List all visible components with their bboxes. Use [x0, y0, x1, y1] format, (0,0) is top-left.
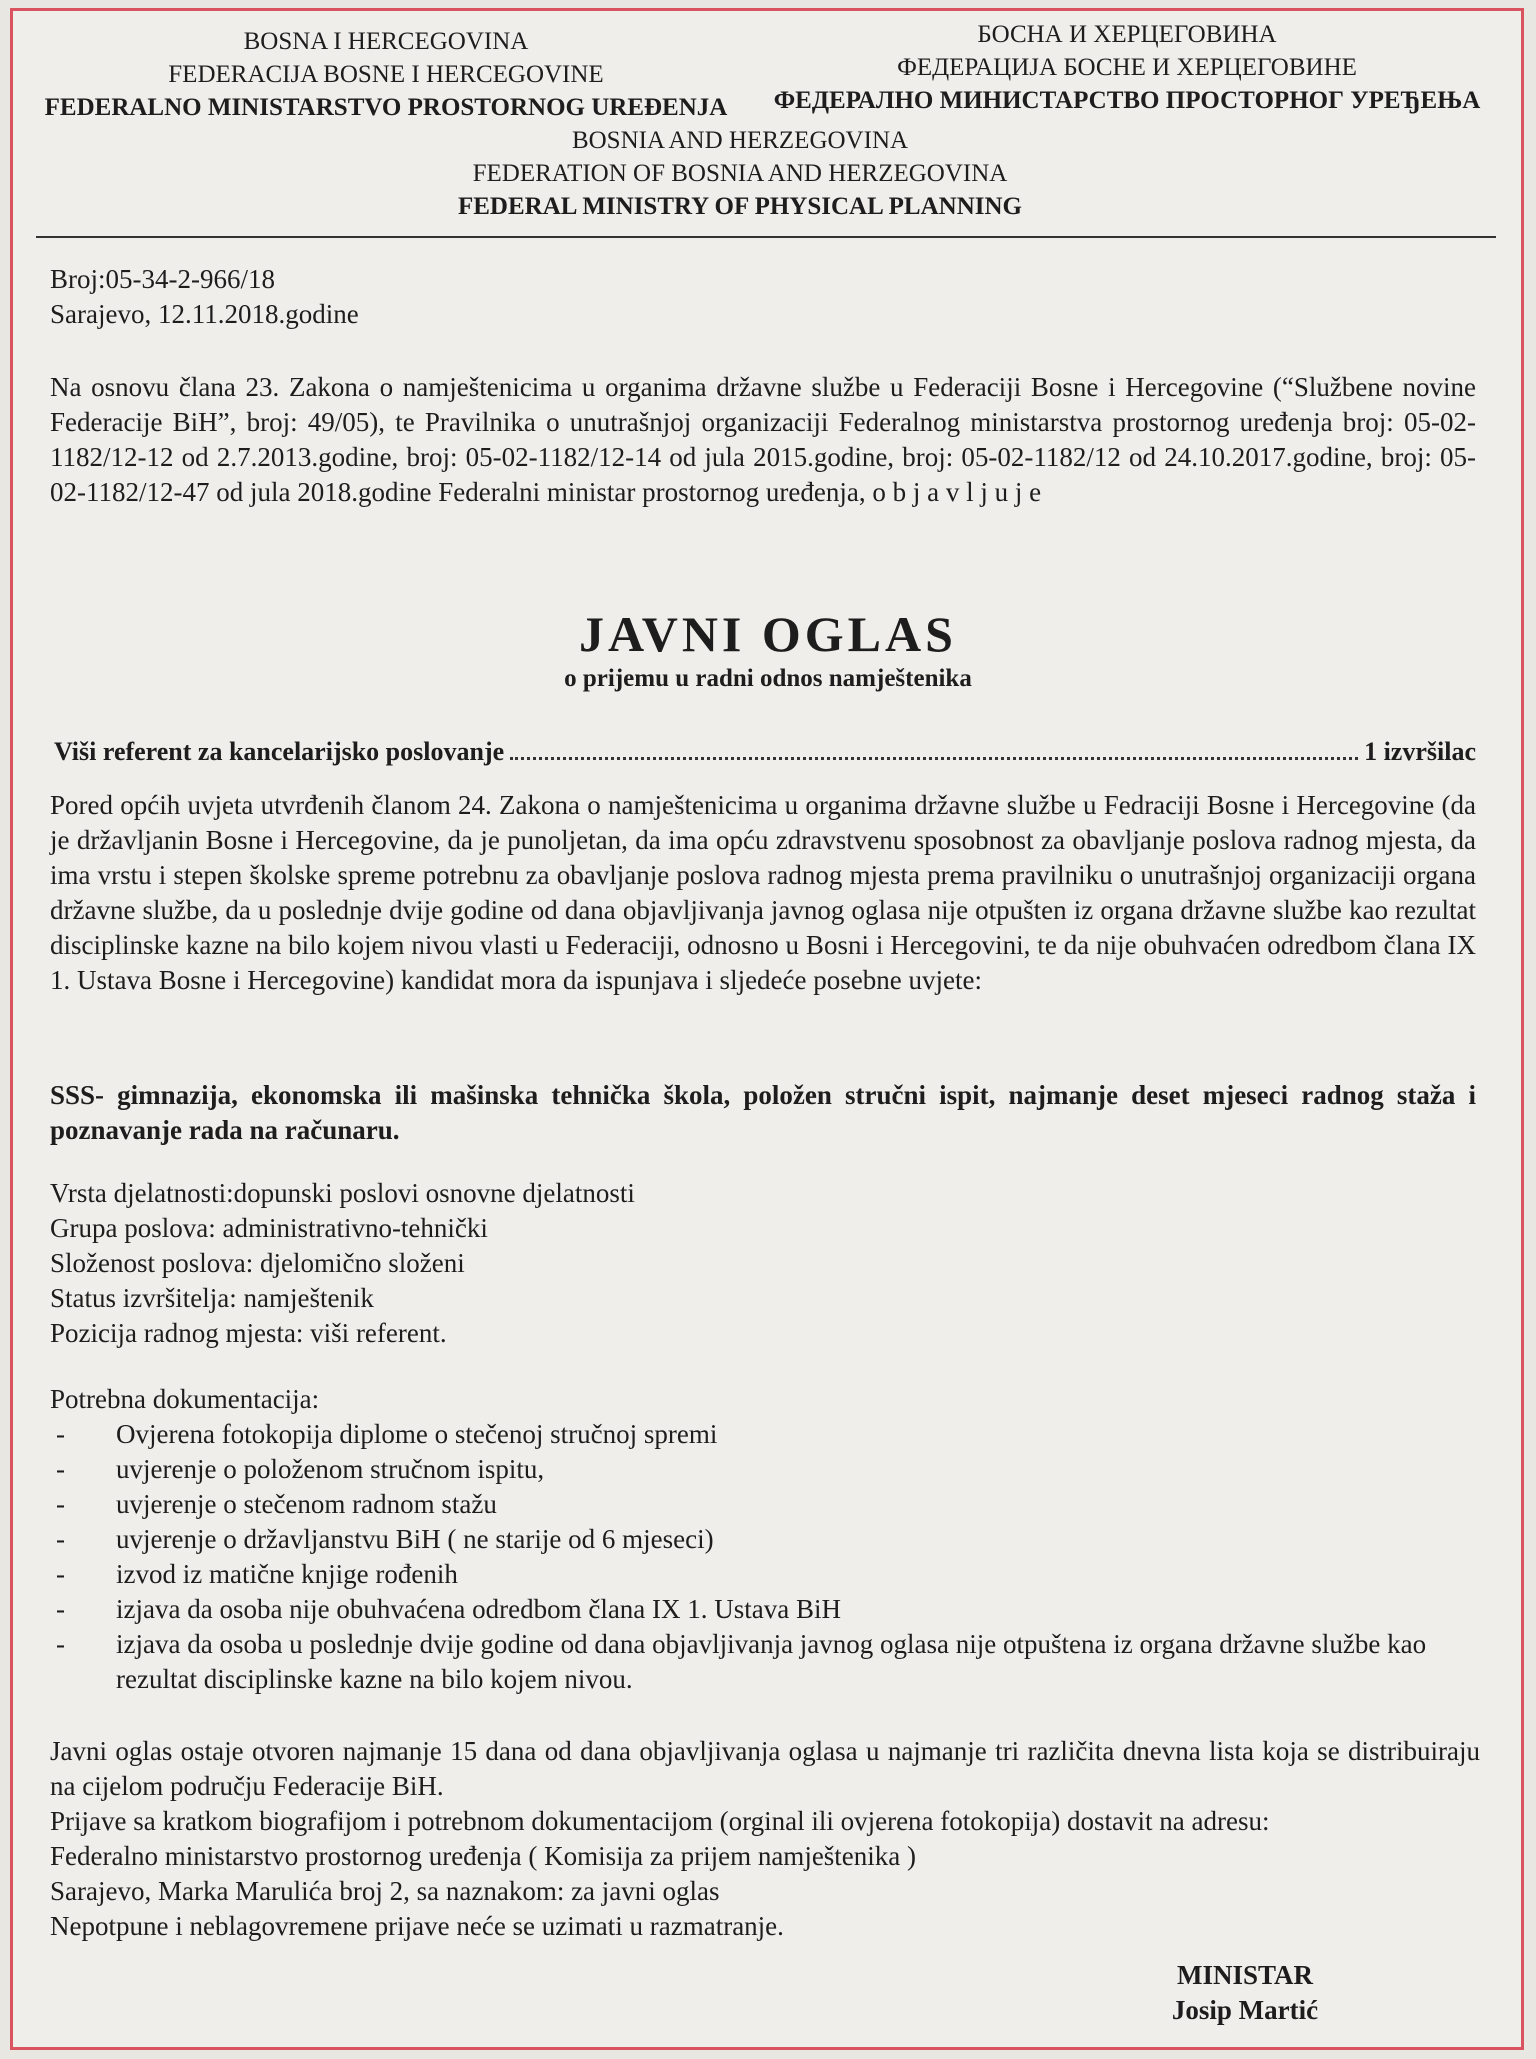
header-cyrillic-line-3: ФЕДЕРАЛНО МИНИСТАРСТВО ПРОСТОРНОГ УРЕЂЕЊА	[773, 87, 1481, 114]
page-subtitle: o prijemu u radni odnos namještenika	[564, 665, 972, 692]
detail-item: Status izvršitelja: namještenik	[50, 1283, 374, 1313]
list-item: - izjava da osoba u poslednje dvije godine od dana objavljivanja javnog oglasa nije otpuštena iz organa državne službe kao rezultat disciplinske kazne na bilo kojem nivou.	[50, 1627, 1480, 1697]
list-item: - uvjerenje o stečenom radnom stažu	[50, 1487, 1480, 1522]
header-latin-line-3: FEDERALNO MINISTARSTVO PROSTORNOG UREĐENJA	[44, 94, 728, 121]
intro-paragraph: Na osnovu člana 23. Zakona o namještenicima u organima državne službe u Federaciji Bosne i Hercegovine (“Službene novine Federacije BiH”, broj: 49/05), te Pravilnika o unutrašnjoj organizaciji Federalnog ministarstva prostornog uređenja broj: 05-02-1182/12-12 od 2.7.2013.godine, broj: 05-02-1182/12-14 od jula 2015.godine, broj: 05-02-1182/12 od 24.10.2017.godine, broj: 05-02-1182/12-47 od jula 2018.godine Federalni ministar prostornog uređenja, o b j a v l j u j e	[50, 372, 1476, 507]
header-latin-line-2: FEDERACIJA BOSNE I HERCEGOVINE	[168, 61, 604, 88]
reference-block	[50, 262, 750, 332]
header-cyrillic	[772, 18, 1482, 117]
closing-line: Federalno ministarstvo prostornog uređenja ( Komisija za prijem namještenika )	[50, 1841, 917, 1871]
header-cyrillic-line-2: ФЕДЕРАЦИЈА БОСНЕ И ХЕРЦЕГОВИНЕ	[897, 54, 1357, 81]
header-latin	[36, 25, 736, 124]
signature-role: MINISTAR	[1176, 1960, 1313, 1990]
position-line	[54, 735, 1476, 769]
closing-line: Javni oglas ostaje otvoren najmanje 15 dana od dana objavljivanja oglasa u najmanje tri različita dnevna lista koja se distribuiraju na cijelom području Federacije BiH.	[50, 1736, 1480, 1801]
header-english-line-1: BOSNIA AND HERZEGOVINA	[571, 127, 909, 154]
detail-item: Pozicija radnog mjesta: viši referent.	[50, 1318, 447, 1348]
page-title: JAVNI OGLAS	[579, 606, 957, 662]
list-item: - Ovjerena fotokopija diplome o stečenoj stručnoj spremi	[50, 1417, 1480, 1452]
closing-line: Nepotpune i neblagovremene prijave neće se uzimati u razmatranje.	[50, 1911, 784, 1941]
header-divider	[36, 236, 1496, 238]
list-item: - uvjerenje o položenom stručnom ispitu,	[50, 1452, 1480, 1487]
position-name: Viši referent za kancelarijsko poslovanje	[54, 737, 505, 766]
documents-section	[50, 1382, 1480, 1697]
header-latin-line-1: BOSNA I HERCEGOVINA	[243, 28, 529, 55]
signature-block	[1080, 1958, 1410, 2028]
reference-place-date: Sarajevo, 12.11.2018.godine	[50, 299, 359, 329]
general-conditions-paragraph: Pored općih uvjeta utvrđenih članom 24. Zakona o namještenicima u organima državne službe u Fedraciji Bosne i Hercegovine (da je državljanin Bosne i Hercegovine, da je punoljetan, da ima opću zdravstvenu sposobnost za obavljanje poslova radnog mjesta, da ima vrstu i stepen školske spreme potrebnu za obavljanje poslova radnog mjesta prema pravilniku o unutrašnjoj organizaciji organa državne službe, da u poslednje dvije godine od dana objavljivanja javnog oglasa nije otpušten iz organa državne službe kao rezultat disciplinske kazne na bilo kojem nivou vlasti u Federaciji, odnosno u Bosni i Hercegovini, te da nije obuhvaćen odredbom člana IX 1. Ustava Bosne i Hercegovine) kandidat mora da ispunjava i sljedeće posebne uvjete:	[50, 790, 1476, 995]
header-english-line-2: FEDERATION OF BOSNIA AND HERZEGOVINA	[472, 160, 1008, 187]
list-item: - uvjerenje o državljanstvu BiH ( ne starije od 6 mjeseci)	[50, 1522, 1480, 1557]
closing-line: Prijave sa kratkom biografijom i potrebnom dokumentacijom (orginal ili ovjerena fotokopija) dostavit na adresu:	[50, 1806, 1270, 1836]
position-leader-dots	[510, 757, 1358, 760]
header-english	[330, 124, 1150, 223]
signature-name: Josip Martić	[1171, 1995, 1319, 2025]
list-item: - izvod iz matične knjige rođenih	[50, 1557, 1480, 1592]
closing-line: Sarajevo, Marka Marulića broj 2, sa naznakom: za javni oglas	[50, 1876, 720, 1906]
header-cyrillic-line-1: БОСНА И ХЕРЦЕГОВИНА	[977, 21, 1277, 48]
detail-item: Grupa poslova: administrativno-tehnički	[50, 1213, 488, 1243]
reference-number: Broj:05-34-2-966/18	[50, 264, 275, 294]
header-english-line-3: FEDERAL MINISTRY OF PHYSICAL PLANNING	[457, 193, 1022, 220]
documents-list	[50, 1417, 1480, 1697]
detail-item: Složenost poslova: djelomično složeni	[50, 1248, 465, 1278]
detail-item: Vrsta djelatnosti:dopunski poslovi osnovne djelatnosti	[50, 1178, 635, 1208]
details-list	[50, 1176, 1150, 1351]
closing-section	[50, 1734, 1480, 1944]
list-item: - izjava da osoba nije obuhvaćena odredbom člana IX 1. Ustava BiH	[50, 1592, 1480, 1627]
special-requirements: SSS- gimnazija, ekonomska ili mašinska tehnička škola, položen stručni ispit, najmanje deset mjeseci radnog staža i poznavanje rada na računaru.	[50, 1080, 1476, 1145]
documents-heading: Potrebna dokumentacija:	[50, 1384, 320, 1414]
position-count: 1 izvršilac	[1364, 737, 1476, 766]
